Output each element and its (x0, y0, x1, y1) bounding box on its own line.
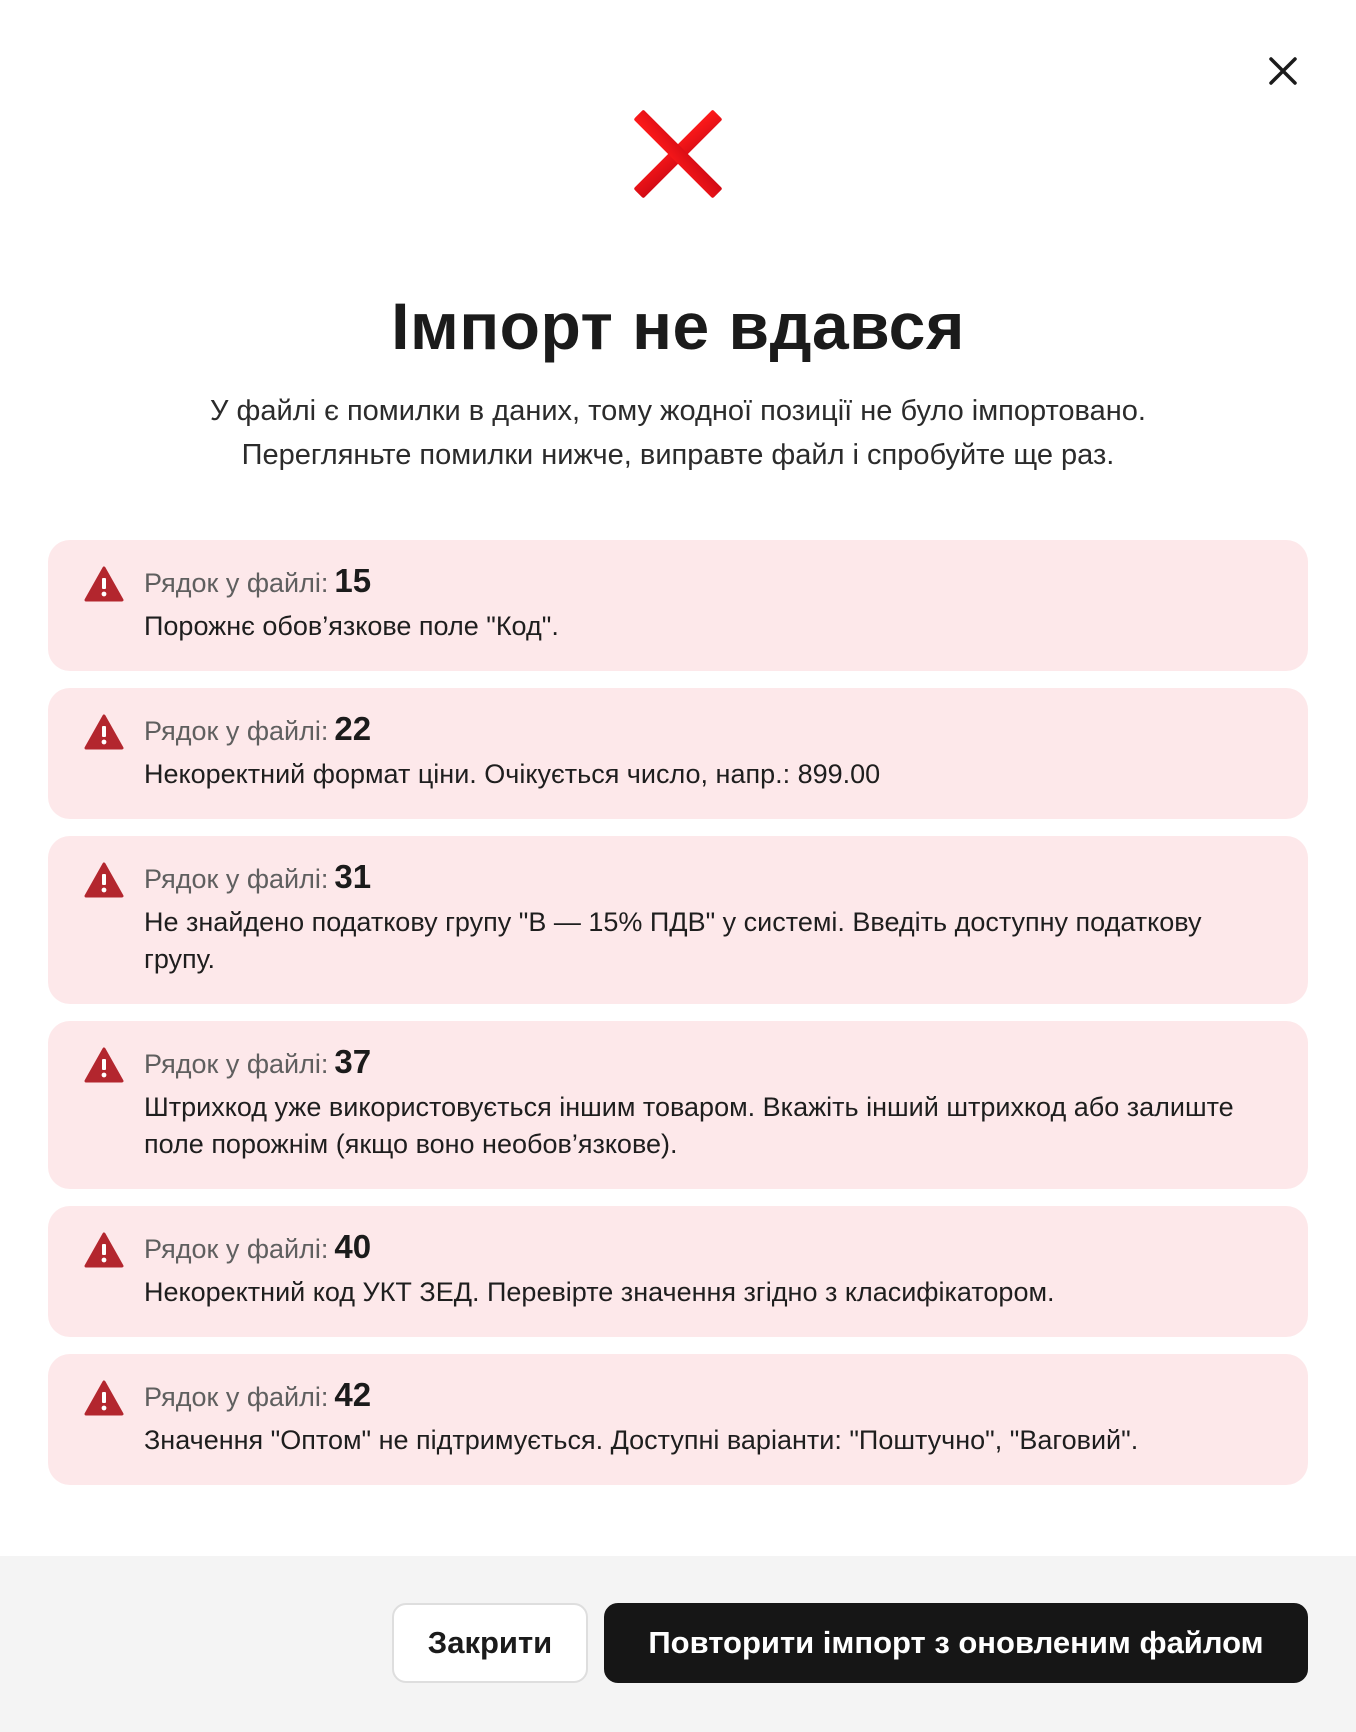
error-item (48, 688, 1308, 819)
error-message: Некоректний формат ціни. Очікується число, напр.: 899.00 (144, 759, 881, 789)
error-item (48, 1354, 1308, 1485)
error-cross-icon (628, 104, 728, 204)
row-label: Рядок у файлі: (144, 1049, 329, 1079)
error-list (48, 540, 1308, 1502)
row-label: Рядок у файлі: (144, 716, 329, 746)
error-item (48, 540, 1308, 671)
row-number: 22 (334, 710, 372, 747)
error-message: Некоректний код УКТ ЗЕД. Перевірте значення згідно з класифікатором. (144, 1277, 1055, 1307)
row-label: Рядок у файлі: (144, 1382, 329, 1412)
retry-import-button[interactable]: Повторити імпорт з оновленим файлом (604, 1603, 1308, 1683)
close-icon[interactable] (1262, 50, 1304, 92)
dialog-subtitle (60, 389, 1296, 477)
error-item (48, 836, 1308, 1004)
warning-icon (84, 1232, 124, 1268)
error-message: Порожнє обов’язкове поле "Код". (144, 611, 559, 641)
error-item (48, 1021, 1308, 1189)
error-message: Штрихкод уже використовується іншим товаром. Вкажіть інший штрихкод або залиште поле порожнім (якщо воно необов’язкове). (144, 1092, 1234, 1159)
warning-icon (84, 1380, 124, 1416)
row-number: 15 (334, 562, 372, 599)
row-number: 37 (334, 1043, 372, 1080)
warning-icon (84, 714, 124, 750)
dialog-footer (0, 1556, 1356, 1732)
dialog-title: Імпорт не вдався (391, 289, 965, 363)
row-label: Рядок у файлі: (144, 1234, 329, 1264)
error-message: Не знайдено податкову групу "В — 15% ПДВ" у системі. Введіть доступну податкову групу. (144, 907, 1202, 974)
subtitle-line: Перегляньте помилки нижче, виправте файл і спробуйте ще раз. (241, 439, 1115, 471)
row-number: 40 (334, 1228, 372, 1265)
row-number: 42 (334, 1376, 372, 1413)
row-number: 31 (334, 858, 372, 895)
error-message: Значення "Оптом" не підтримується. Доступні варіанти: "Поштучно", "Ваговий". (144, 1425, 1139, 1455)
close-button[interactable]: Закрити (392, 1603, 588, 1683)
row-label: Рядок у файлі: (144, 568, 329, 598)
error-item (48, 1206, 1308, 1337)
row-label: Рядок у файлі: (144, 864, 329, 894)
subtitle-line: У файлі є помилки в даних, тому жодної позиції не було імпортовано. (210, 395, 1146, 427)
warning-icon (84, 1047, 124, 1083)
warning-icon (84, 566, 124, 602)
warning-icon (84, 862, 124, 898)
